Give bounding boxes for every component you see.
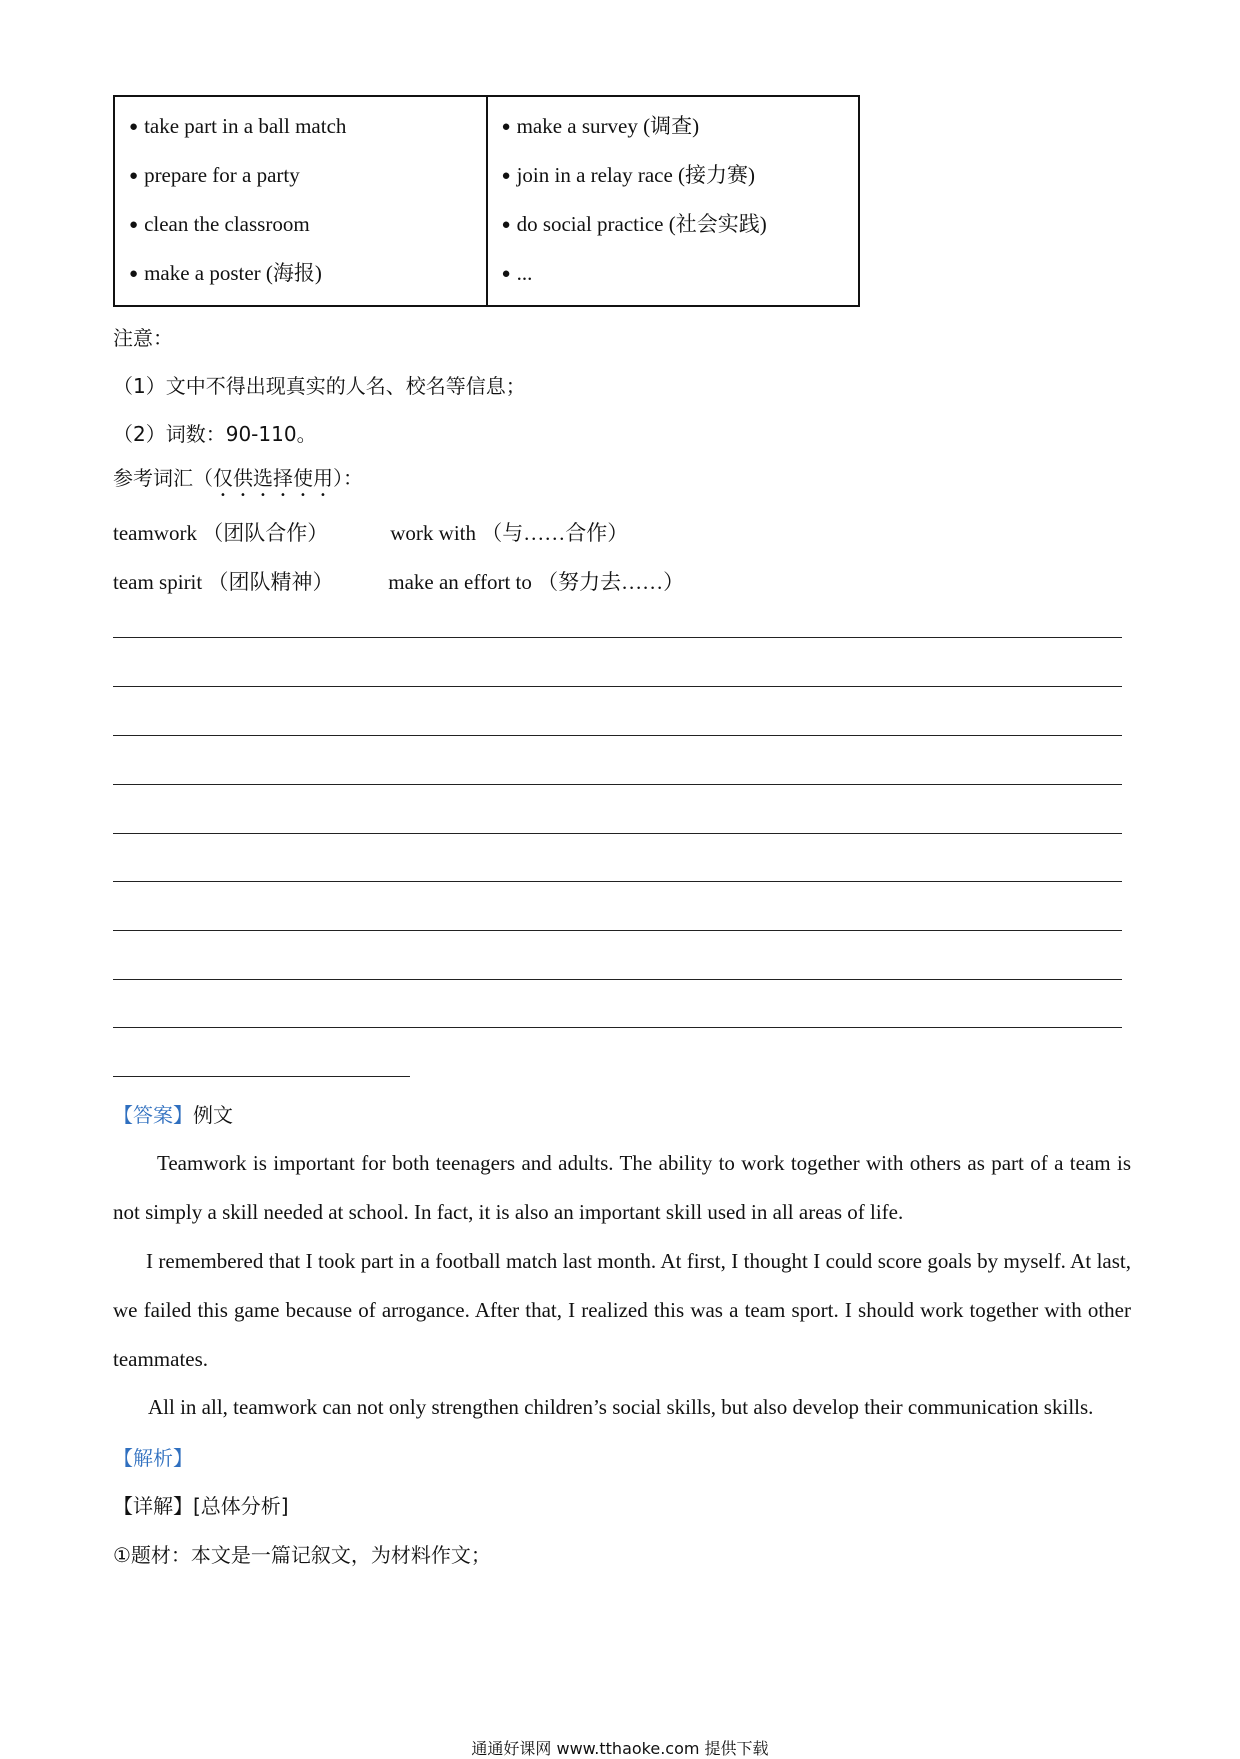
activity-item: ● do social practice (社会实践) [501, 212, 767, 236]
notes-item: （2）词数：90-110。 [113, 422, 317, 446]
writing-line[interactable] [113, 686, 1122, 687]
vocab-term: teamwork （团队合作） [113, 521, 329, 545]
answer-paragraph: Teamwork is important for both teenagers and adults. The ability to work together with others as part of a team is not simply a skill needed at school. In fact, it is also an important skill used in all areas of life. [113, 1151, 1131, 1224]
notes-item: （1）文中不得出现真实的人名、校名等信息； [113, 374, 526, 398]
notes-title: 注意： [113, 326, 173, 350]
writing-line[interactable] [113, 979, 1122, 980]
analysis-heading: 【解析】 [113, 1446, 193, 1470]
vocab-row [113, 566, 684, 596]
writing-line[interactable] [113, 833, 1122, 834]
answer-paragraph: All in all, teamwork can not only strengthen children’s social skills, but also develop their communication skills. [148, 1395, 1094, 1419]
activity-column-left [115, 97, 488, 305]
bullet-icon: ● [129, 119, 139, 135]
writing-line[interactable] [113, 1076, 410, 1077]
activity-table [113, 95, 860, 307]
vocab-row [113, 517, 628, 547]
bullet-icon: ● [501, 266, 511, 282]
bullet-icon: ● [501, 119, 511, 135]
vocab-title: 参考词汇（仅供选择使用）： [113, 466, 363, 490]
writing-line[interactable] [113, 637, 1122, 638]
vocab-term: make an effort to （努力去……） [388, 570, 685, 594]
bullet-icon: ● [129, 168, 139, 184]
page-footer: 通通好课网 www.tthaoke.com 提供下载 [471, 1739, 769, 1758]
writing-line[interactable] [113, 1027, 1122, 1028]
vocab-term: work with （与……合作） [390, 521, 629, 545]
writing-line[interactable] [113, 784, 1122, 785]
vocab-term: team spirit （团队精神） [113, 570, 334, 594]
activity-column-right [488, 97, 859, 305]
activity-item: ● clean the classroom [129, 212, 310, 236]
activity-item: ● prepare for a party [129, 163, 300, 187]
writing-line[interactable] [113, 735, 1122, 736]
analysis-item: ①题材：本文是一篇记叙文，为材料作文； [113, 1543, 491, 1567]
writing-line[interactable] [113, 930, 1122, 931]
activity-item: ● join in a relay race (接力赛) [501, 163, 756, 187]
bullet-icon: ● [129, 217, 139, 233]
detail-heading: 【详解】[总体分析] [113, 1494, 289, 1518]
activity-item: ● make a poster (海报) [129, 261, 322, 285]
bullet-icon: ● [129, 266, 139, 282]
activity-item: ● make a survey (调查) [501, 114, 700, 138]
activity-item: ● take part in a ball match [129, 114, 347, 138]
writing-line[interactable] [113, 881, 1122, 882]
activity-item: ● ... [501, 261, 533, 285]
answer-paragraph: I remembered that I took part in a football match last month. At first, I thought I could score goals by myself. At last, we failed this game because of arrogance. After that, I realized this was a team sport. I should work together with other teammates. [113, 1249, 1131, 1371]
answer-heading: 【答案】例文 [113, 1103, 233, 1127]
bullet-icon: ● [501, 217, 511, 233]
bullet-icon: ● [501, 168, 511, 184]
